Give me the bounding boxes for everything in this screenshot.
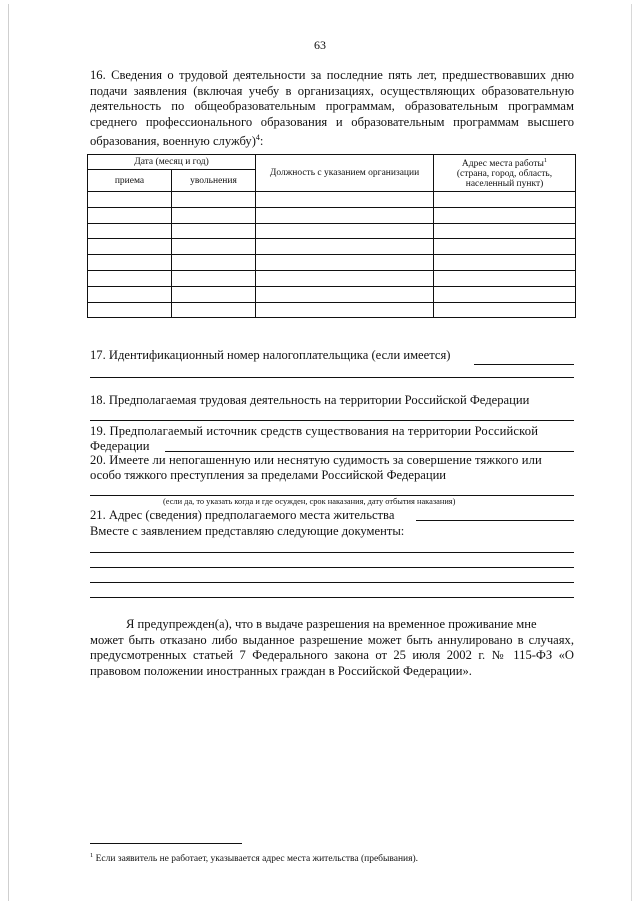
dismissal-date-cell[interactable] bbox=[172, 270, 256, 286]
work-history-table bbox=[87, 154, 576, 318]
address-header-detail: (страна, город, область, населенный пункт) bbox=[456, 169, 553, 190]
table-row bbox=[88, 270, 576, 286]
work-rows bbox=[88, 192, 576, 318]
position-cell[interactable] bbox=[256, 207, 434, 223]
table-row bbox=[88, 302, 576, 318]
address-cell[interactable] bbox=[434, 223, 576, 239]
footnote-separator bbox=[90, 843, 242, 844]
document-line-2[interactable] bbox=[90, 567, 574, 568]
hire-date-cell[interactable] bbox=[88, 255, 172, 271]
hire-date-cell[interactable] bbox=[88, 223, 172, 239]
table-row bbox=[88, 192, 576, 208]
table-row bbox=[88, 255, 576, 271]
table-row bbox=[88, 286, 576, 302]
dismissal-date-cell[interactable] bbox=[172, 302, 256, 318]
position-cell[interactable] bbox=[256, 302, 434, 318]
conviction-field[interactable] bbox=[90, 495, 574, 496]
employment-field[interactable] bbox=[90, 420, 574, 421]
section-17-label: 17. Идентификационный номер налогоплательщика (если имеется) bbox=[90, 348, 451, 362]
section-19-line1: 19. Предполагаемый источник средств существования на территории Российской bbox=[90, 424, 539, 438]
document-line-3[interactable] bbox=[90, 582, 574, 583]
footnote-text: Если заявитель не работает, указывается адрес места жительства (пребывания). bbox=[93, 854, 419, 865]
position-header: Должность с указанием организации bbox=[256, 155, 434, 192]
date-header: Дата (месяц и год) bbox=[88, 155, 256, 170]
documents-intro: Вместе с заявлением представляю следующие документы: bbox=[90, 524, 405, 538]
hire-date-cell[interactable] bbox=[88, 286, 172, 302]
position-cell[interactable] bbox=[256, 223, 434, 239]
address-cell[interactable] bbox=[434, 207, 576, 223]
position-cell[interactable] bbox=[256, 239, 434, 255]
table-row bbox=[88, 207, 576, 223]
warning-rest: может быть отказано либо выданное разрешение может быть аннулировано в случаях, предусмотренных статьей 7 Федерального закона от 25 июля 2002 г. № 115-ФЗ «О правовом положении иностранных граждан в Российской Федерации». bbox=[90, 632, 574, 678]
address-cell[interactable] bbox=[434, 192, 576, 208]
table-row bbox=[88, 239, 576, 255]
section-16-body: 16. Сведения о трудовой деятельности за последние пять лет, предшествовавших дню подачи заявления (включая учебу в организациях, осуществляющих образовательную деятельность по общеобразовательным программам, образовательным программам среднего профессионального образования и образовательным программам высшего образования, военную службу) bbox=[90, 68, 574, 149]
table-row bbox=[88, 223, 576, 239]
section-21-label: 21. Адрес (сведения) предполагаемого места жительства bbox=[90, 508, 395, 522]
hire-date-cell[interactable] bbox=[88, 302, 172, 318]
residence-address-field[interactable] bbox=[416, 520, 574, 521]
hire-date-cell[interactable] bbox=[88, 207, 172, 223]
address-cell[interactable] bbox=[434, 270, 576, 286]
hire-date-header: приема bbox=[88, 170, 172, 192]
section-16-text bbox=[90, 68, 574, 150]
position-cell[interactable] bbox=[256, 255, 434, 271]
section-19-line2: Федерации bbox=[90, 439, 150, 453]
document-line-1[interactable] bbox=[90, 552, 574, 553]
section-20-line2: особо тяжкого преступления за пределами Российской Федерации bbox=[90, 468, 447, 482]
warning-paragraph bbox=[90, 617, 574, 679]
hire-date-cell[interactable] bbox=[88, 239, 172, 255]
dismissal-date-cell[interactable] bbox=[172, 192, 256, 208]
section-20-line1: 20. Имеете ли непогашенную или неснятую судимость за совершение тяжкого или bbox=[90, 453, 542, 467]
hire-date-cell[interactable] bbox=[88, 270, 172, 286]
footnote bbox=[90, 852, 418, 864]
inn-field[interactable] bbox=[474, 364, 574, 365]
section-18-label: 18. Предполагаемая трудовая деятельность на территории Российской Федерации bbox=[90, 393, 530, 407]
conviction-hint: (если да, то указать когда и где осужден, срок наказания, дату отбытия наказания) bbox=[163, 497, 456, 506]
position-cell[interactable] bbox=[256, 286, 434, 302]
dismissal-date-cell[interactable] bbox=[172, 223, 256, 239]
position-cell[interactable] bbox=[256, 192, 434, 208]
dismissal-date-header: увольнения bbox=[172, 170, 256, 192]
inn-field-continued[interactable] bbox=[90, 377, 574, 378]
dismissal-date-cell[interactable] bbox=[172, 207, 256, 223]
address-cell[interactable] bbox=[434, 255, 576, 271]
address-header bbox=[434, 155, 576, 192]
warning-line-1: Я предупрежден(а), что в выдаче разрешения на временное проживание мне bbox=[126, 617, 537, 631]
footnote-mark: 1 bbox=[90, 852, 94, 859]
hire-date-cell[interactable] bbox=[88, 192, 172, 208]
section-16-colon: : bbox=[259, 134, 264, 149]
address-cell[interactable] bbox=[434, 239, 576, 255]
footnote-ref-4: 4 bbox=[255, 133, 260, 142]
dismissal-date-cell[interactable] bbox=[172, 255, 256, 271]
dismissal-date-cell[interactable] bbox=[172, 286, 256, 302]
page-number: 63 bbox=[314, 38, 326, 52]
document-line-4[interactable] bbox=[90, 597, 574, 598]
dismissal-date-cell[interactable] bbox=[172, 239, 256, 255]
address-cell[interactable] bbox=[434, 286, 576, 302]
income-source-field[interactable] bbox=[165, 451, 574, 452]
address-cell[interactable] bbox=[434, 302, 576, 318]
position-cell[interactable] bbox=[256, 270, 434, 286]
address-header-title: Адрес места работы bbox=[461, 159, 544, 170]
address-footnote-ref: 1 bbox=[543, 156, 548, 164]
